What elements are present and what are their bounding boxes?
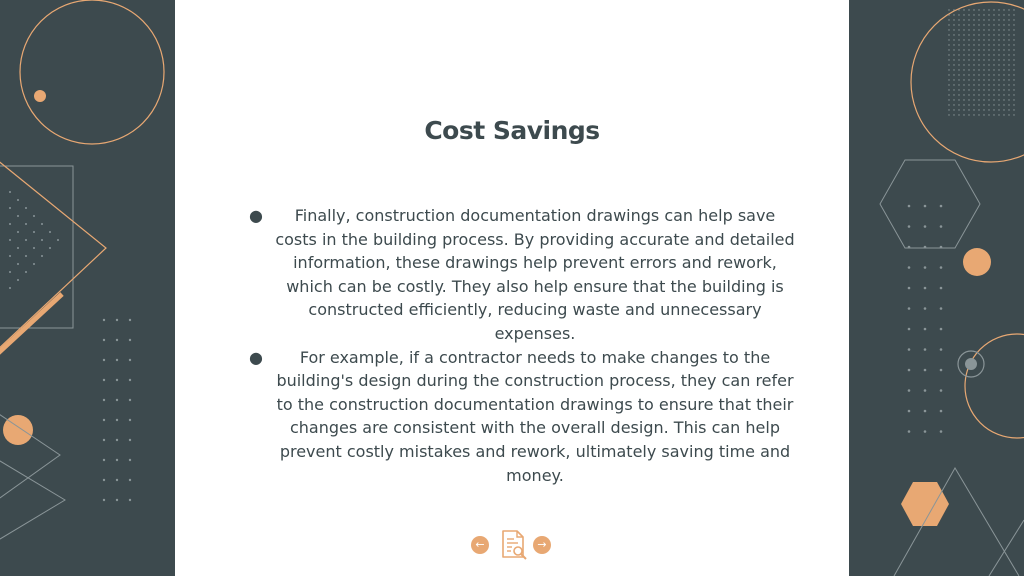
bullet-item bbox=[249, 346, 813, 488]
right-decor-graphics bbox=[849, 0, 1024, 576]
bullet-text: Finally, construction documentation drawings can help save costs in the building process. By providing accurate and detailed information, these drawings help prevent errors and rework, which can be costly. They also help ensure that the building is constructed efficiently, reducing waste and unnecessary expenses. bbox=[275, 206, 795, 343]
arrow-right-icon: → bbox=[537, 538, 547, 551]
document-search-icon[interactable] bbox=[499, 529, 529, 561]
left-decor-graphics bbox=[0, 0, 175, 576]
bullet-dot: ● bbox=[249, 347, 263, 367]
right-decor-panel bbox=[849, 0, 1024, 576]
arrow-left-icon: ← bbox=[475, 538, 485, 551]
slide-title: Cost Savings bbox=[424, 116, 600, 145]
bullet-text: For example, if a contractor needs to make changes to the building's design during the construction process, they can refer to the construction documentation drawings to ensure that their changes are consistent with the overall design. This can help prevent costly mistakes and rework, ultimately saving time and money. bbox=[276, 347, 794, 485]
prev-slide-button[interactable] bbox=[471, 536, 489, 554]
slide-content bbox=[175, 0, 849, 576]
bullet-dot: ● bbox=[249, 206, 263, 225]
bullet-list bbox=[249, 204, 813, 487]
slide-navigation bbox=[471, 529, 555, 561]
left-decor-panel bbox=[0, 0, 175, 576]
bullet-item bbox=[249, 204, 813, 346]
next-slide-button[interactable] bbox=[533, 536, 551, 554]
